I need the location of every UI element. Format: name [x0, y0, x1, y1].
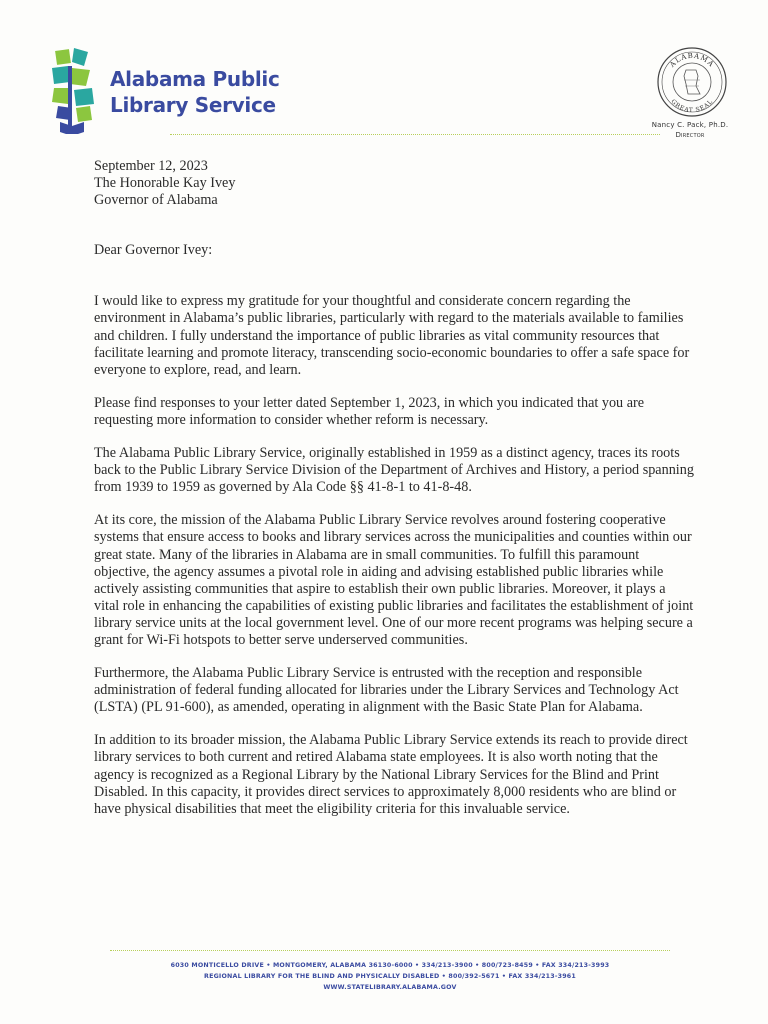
organization-name-line1: Alabama Public [110, 67, 280, 91]
footer-divider [110, 950, 670, 951]
letterhead-footer [60, 960, 720, 993]
seal-top-text: ALABAMA [668, 51, 716, 69]
great-seal-icon [656, 46, 728, 118]
header-divider [170, 134, 660, 135]
organization-name [110, 66, 280, 118]
paragraph-gratitude: I would like to express my gratitude for your thoughtful and considerate concern regarding the environment in Alabama’s public libraries, particularly with regard to the materials available to families and children. I fully understand the importance of public libraries as vital community resources that facilitate learning and promote literacy, transcending socio-economic boundaries to offer a safe space for everyone to explore, read, and learn. [94, 293, 690, 378]
organization-name-line2: Library Service [110, 93, 276, 117]
paragraph-mission: At its core, the mission of the Alabama Public Library Service revolves around fostering cooperative systems that ensure access to books and library services across the municipalities and counties within our great state. Many of the libraries in Alabama are in small communities. To fulfill this paramount objective, the agency assumes a pivotal role in aiding and advising established public libraries while actively assisting communities that aspire to establish their own public libraries. Moreover, it plays a vital role in enhancing the capabilities of existing public libraries and facilitates the establishment of joint library service units at the local government level. One of our more recent programs was helping secure a grant for Wi-Fi hotspots to better serve underserved communities. [94, 512, 694, 648]
paragraph-responses: Please find responses to your letter dated September 1, 2023, in which you indicated that you are requesting more information to consider whether reform is necessary. [94, 394, 645, 428]
apls-logo [48, 46, 298, 136]
footer-regional-library-line: REGIONAL LIBRARY FOR THE BLIND AND PHYSICALLY DISABLED • 800/392-5671 • FAX 334/213-3961 [204, 973, 576, 980]
seal-bottom-text: GREAT SEAL [669, 98, 715, 115]
footer-address-line: 6030 MONTICELLO DRIVE • MONTGOMERY, ALABAMA 36130-6000 • 334/213-3900 • 800/723-8459 • FAX 334/213-3993 [170, 962, 610, 969]
paragraph-direct-services: In addition to its broader mission, the Alabama Public Library Service extends its reach to provide direct library services to both current and retired Alabama state employees. It is also worth noting that the agency is recognized as a Regional Library by the National Library Services for the Blind and Print Disabled. In this capacity, it provides direct services to approximately 8,000 residents who are blind or have physical disabilities that meet the eligibility criteria for this invaluable service. [94, 732, 688, 817]
svg-text:ALABAMA [668, 52, 716, 70]
letter-body [94, 158, 694, 818]
director-title: Director [675, 131, 705, 139]
address-block [94, 158, 694, 209]
recipient-title: Governor of Alabama [94, 192, 218, 209]
letter-date: September 12, 2023 [94, 158, 208, 174]
paragraph-history: The Alabama Public Library Service, originally established in 1959 as a distinct agency, traces its roots back to the Public Library Service Division of the Department of Archives and History, a period spanning from 1939 to 1959 as governed by Ala Code §§ 41-8-1 to 41-8-48. [94, 445, 694, 496]
tree-book-logo-icon [48, 46, 102, 134]
paragraph-federal-funding: Furthermore, the Alabama Public Library Service is entrusted with the reception and responsible administration of federal funding allocated for libraries under the Library Services and Technology Act (LSTA) (PL 91-600), as amended, operating in alignment with the Basic State Plan for Alabama. [94, 665, 679, 716]
recipient-name: The Honorable Kay Ivey [94, 175, 236, 192]
director-block [620, 120, 760, 140]
director-name: Nancy C. Pack, Ph.D. [651, 121, 729, 129]
salutation: Dear Governor Ivey: [94, 242, 213, 259]
footer-website-link[interactable]: WWW.STATELIBRARY.ALABAMA.GOV [323, 984, 457, 991]
